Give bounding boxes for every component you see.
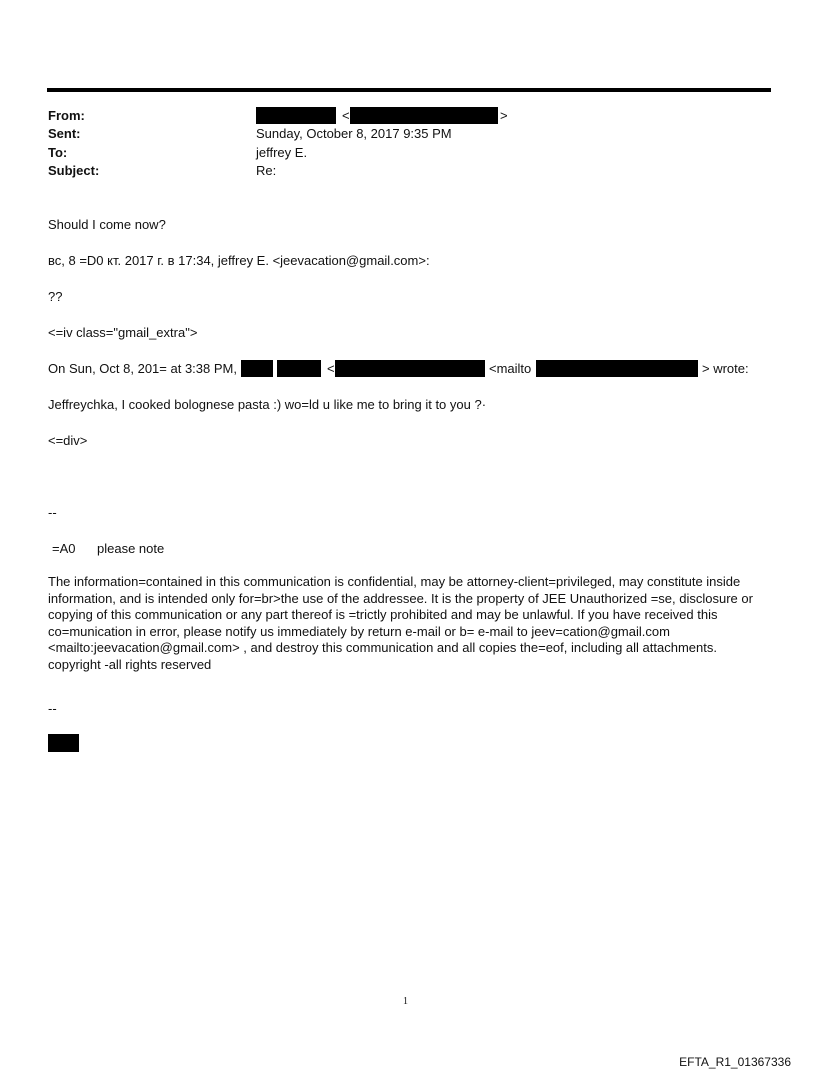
note-text: please note	[97, 541, 165, 556]
signature-separator-2: --	[48, 701, 57, 716]
quoted-reply-header: вс, 8 =D0 кт. 2017 г. в 17:34, jeffrey E. <jeevacation@gmail.com>:	[48, 253, 430, 268]
quoted-marks: ??	[48, 289, 63, 304]
attribution-email-open: <	[327, 361, 335, 376]
sent-value: Sunday, October 8, 2017 9:35 PM	[256, 126, 452, 141]
header-rule	[47, 88, 771, 92]
page-number: 1	[403, 996, 408, 1007]
quoted-message: Jeffreychka, I cooked bolognese pasta :) wo=ld u like me to bring it to you ?·	[48, 397, 487, 412]
signature-separator: --	[48, 505, 57, 520]
html-fragment-line: <=iv class="gmail_extra">	[48, 325, 198, 340]
body-line-question: Should I come now?	[48, 217, 166, 232]
signature-redaction	[48, 734, 79, 752]
subject-value: Re:	[256, 163, 277, 178]
quoted-attribution: On Sun, Oct 8, 201= at 3:38 PM,	[48, 361, 237, 376]
to-value: jeffrey E.	[256, 145, 308, 160]
attribution-wrote: > wrote:	[702, 361, 749, 376]
document-id: EFTA_R1_01367336	[679, 1055, 791, 1069]
from-label: From:	[48, 108, 85, 123]
from-email-redaction	[350, 107, 498, 124]
confidentiality-disclaimer: The information=contained in this communication is confidential, may be attorney-client=privileged, may constitute inside information, and is intended only for=br>the use of the addressee. It is the property of JEE Unauthorized =se, disclosure or copying of this communication or any part thereof is =trictly prohibited and may be unlawful. If you have received this co=munication in error, please notify us immediately by return e-mail or b= e-mail to jeev=cation@gmail.com <mailto:jeevacation@gmail.com> , and destroy this communication and all copies the=eof, including all attachments. copyright -all rights reserved	[48, 574, 753, 672]
note-code: =A0	[52, 541, 76, 556]
attribution-email-redaction	[335, 360, 485, 377]
from-email-open: <	[342, 108, 350, 123]
attribution-mailto: <mailto	[489, 361, 532, 376]
attribution-lastname-redaction	[277, 360, 321, 377]
attribution-firstname-redaction	[241, 360, 273, 377]
to-label: To:	[48, 145, 68, 160]
attribution-mailto-redaction	[536, 360, 698, 377]
from-email-close: >	[500, 108, 508, 123]
sent-label: Sent:	[48, 126, 81, 141]
html-fragment-close: <=div>	[48, 433, 88, 448]
from-name-redaction	[256, 107, 336, 124]
subject-label: Subject:	[48, 163, 100, 178]
